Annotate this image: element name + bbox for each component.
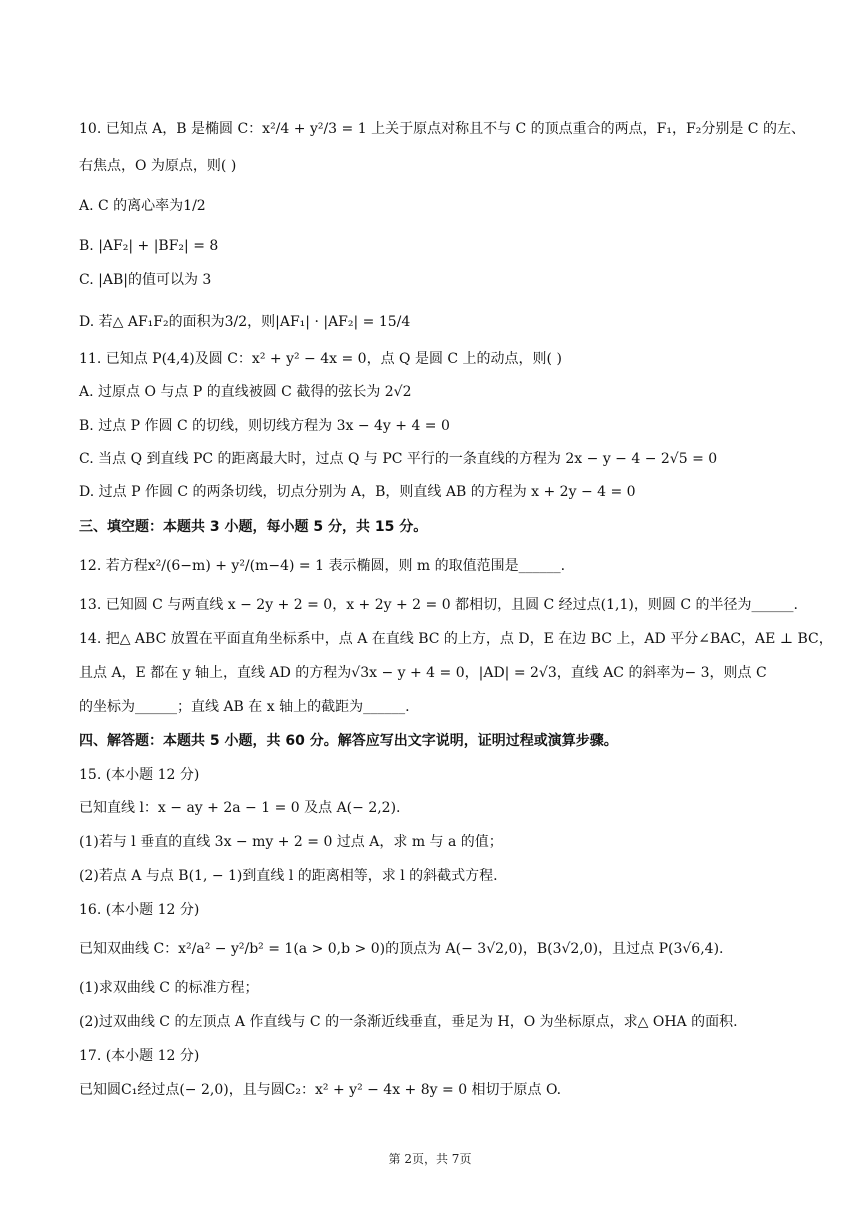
q15-header: 15. (本小题 12 分) [79, 767, 200, 783]
q11-option-a: A. 过原点 O 与点 P 的直线被圆 C 截得的弦长为 2√2 [79, 384, 412, 400]
q11-stem: 11. 已知点 P(4,4)及圆 C：x² + y² − 4x = 0，点 Q 是圆 C 上的动点，则( ) [79, 351, 562, 367]
q10-stem-line2: 右焦点，O 为原点，则( ) [79, 158, 237, 174]
q16-part2: (2)过双曲线 C 的左顶点 A 作直线与 C 的一条渐近线垂直，垂足为 H，O 为坐标原点，求△ OHA 的面积. [79, 1014, 738, 1030]
q14-line3: 的坐标为______；直线 AB 在 x 轴上的截距为______. [79, 699, 410, 715]
q11-option-c: C. 当点 Q 到直线 PC 的距离最大时，过点 Q 与 PC 平行的一条直线的方程为 2x − y − 4 − 2√5 = 0 [79, 451, 718, 467]
q10-option-d: D. 若△ AF₁F₂的面积为3/2，则|AF₁| · |AF₂| = 15/4 [79, 314, 411, 330]
q16-header: 16. (本小题 12 分) [79, 902, 200, 918]
q17-stem: 已知圆C₁经过点(− 2,0)，且与圆C₂：x² + y² − 4x + 8y = 0 相切于原点 O. [79, 1082, 562, 1098]
q17-header: 17. (本小题 12 分) [79, 1048, 200, 1064]
q13: 13. 已知圆 C 与两直线 x − 2y + 2 = 0，x + 2y + 2 = 0 都相切，且圆 C 经过点(1,1)，则圆 C 的半径为______. [79, 597, 798, 613]
q10-option-a: A. C 的离心率为1/2 [79, 198, 206, 214]
page-footer: 第 2页，共 7页 [388, 1152, 472, 1166]
q16-stem: 已知双曲线 C：x²/a² − y²/b² = 1(a > 0,b > 0)的顶点为 A(− 3√2,0)，B(3√2,0)，且过点 P(3√6,4). [79, 941, 724, 957]
q11-option-d: D. 过点 P 作圆 C 的两条切线，切点分别为 A，B，则直线 AB 的方程为 x + 2y − 4 = 0 [79, 484, 636, 500]
q16-part1: (1)求双曲线 C 的标准方程； [79, 980, 259, 996]
q10-option-b: B. |AF₂| + |BF₂| = 8 [79, 238, 219, 254]
q15-part1: (1)若与 l 垂直的直线 3x − my + 2 = 0 过点 A，求 m 与 a 的值； [79, 834, 503, 850]
q12: 12. 若方程x²/(6−m) + y²/(m−4) = 1 表示椭圆，则 m 的取值范围是______. [79, 558, 566, 574]
q14-line2: 且点 A，E 都在 y 轴上，直线 AD 的方程为√3x − y + 4 = 0，|AD| = 2√3，直线 AC 的斜率为− 3，则点 C [79, 665, 767, 681]
q14-line1: 14. 把△ ABC 放置在平面直角坐标系中，点 A 在直线 BC 的上方，点 D，E 在边 BC 上，AD 平分∠BAC，AE ⊥ BC， [79, 631, 833, 647]
q15-part2: (2)若点 A 与点 B(1, − 1)到直线 l 的距离相等，求 l 的斜截式方程. [79, 868, 498, 884]
section-four-heading: 四、解答题：本题共 5 小题，共 60 分。解答应写出文字说明，证明过程或演算步骤。 [79, 733, 618, 749]
q11-option-b: B. 过点 P 作圆 C 的切线，则切线方程为 3x − 4y + 4 = 0 [79, 418, 450, 434]
section-three-heading: 三、填空题：本题共 3 小题，每小题 5 分，共 15 分。 [79, 519, 428, 535]
q10-option-c: C. |AB|的值可以为 3 [79, 272, 212, 288]
q10-stem-line1: 10. 已知点 A，B 是椭圆 C：x²/4 + y²/3 = 1 上关于原点对称且不与 C 的顶点重合的两点，F₁，F₂分别是 C 的左、 [79, 121, 805, 137]
q15-stem: 已知直线 l：x − ay + 2a − 1 = 0 及点 A(− 2,2). [79, 800, 401, 816]
